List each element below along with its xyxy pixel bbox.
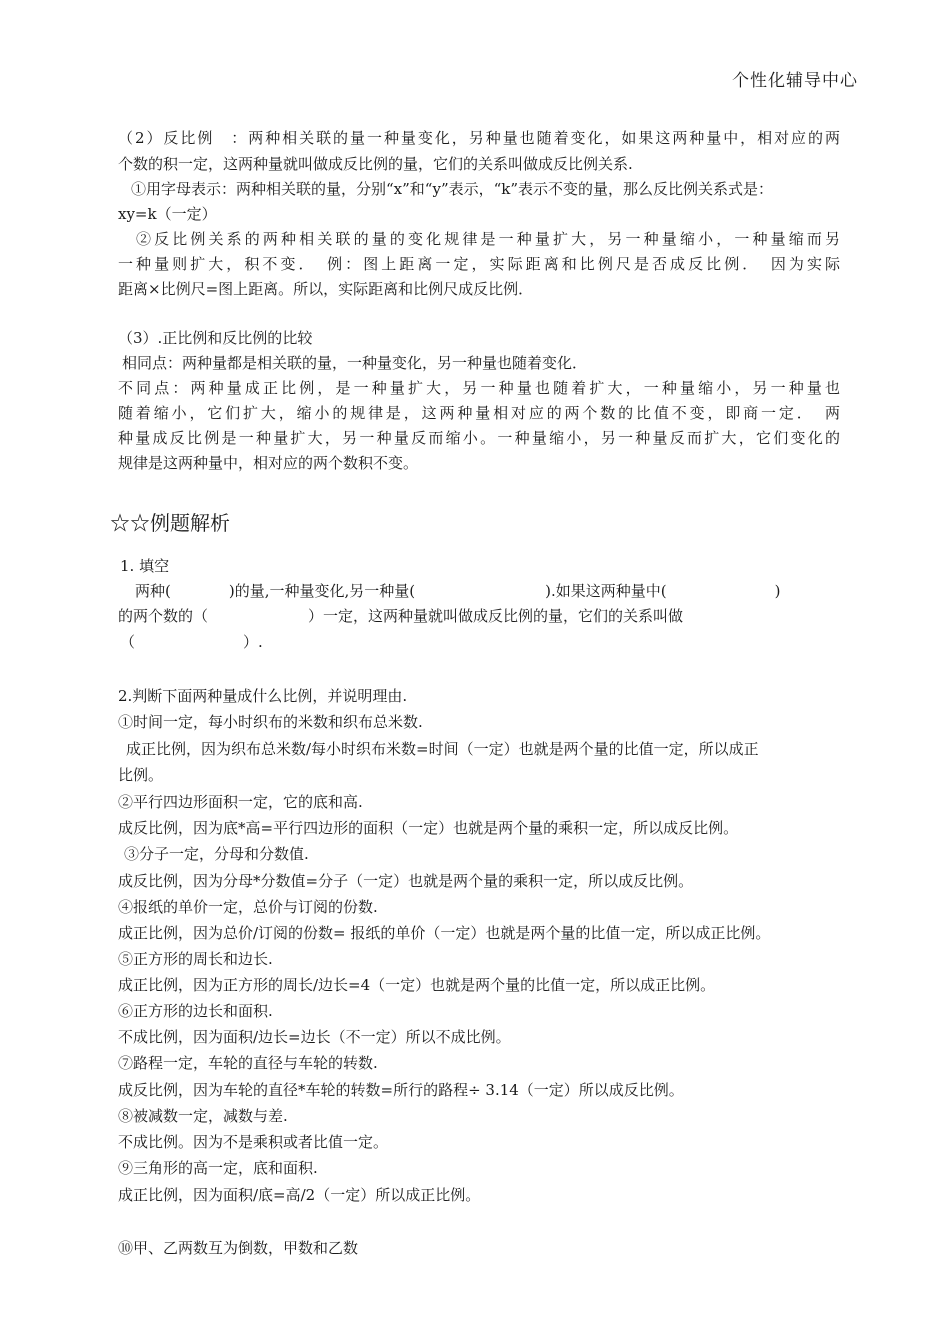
q2-line: ③分子一定，分母和分数值. — [124, 845, 309, 863]
section3-diff-line2: 随着缩小，它们扩大，缩小的规律是，这两种量相对应的两个数的比值不变，即商一定． 两 — [118, 404, 840, 422]
q1-line2-part-b: ）一定，这两种量就叫做成反比例的量，它们的关系叫做 — [308, 607, 684, 625]
section2-line6: 一种量则扩大，积不变． 例：图上距离一定，实际距离和比例尺是否成反比例． 因为实际 — [118, 255, 840, 273]
section2-line2: 个数的积一定，这两种量就叫做成反比例的量，它们的关系叫做成反比例关系. — [118, 155, 633, 173]
q2-line: 成正比例，因为正方形的周长/边长=4（一定）也就是两个量的比值一定，所以成正比例。 — [118, 976, 716, 994]
section2-line3: ①用字母表示：两种相关联的量，分别“x”和“y”表示，“k”表示不变的量，那么反比例关系式是： — [131, 180, 774, 198]
q2-line: ⑦路程一定，车轮的直径与车轮的转数. — [118, 1054, 378, 1072]
page-header-title: 个性化辅导中心 — [732, 71, 858, 91]
q1-line2-part-a: 的两个数的（ — [118, 607, 209, 625]
q1-line1-part-c: ).如果这两种量中( — [545, 582, 667, 600]
q2-line: 成正比例，因为面积/底=高/2（一定）所以成正比例。 — [118, 1186, 481, 1204]
section3-diff-line4: 规律是这两种量中，相对应的两个数积不变。 — [118, 454, 419, 472]
section3-diff-line1: 不同点：两种量成正比例，是一种量扩大，另一种量也随着扩大，一种量缩小，另一种量也 — [118, 379, 840, 397]
q2-last-item: ⑩甲、乙两数互为倒数，甲数和乙数 — [118, 1239, 359, 1257]
q1-line1-part-d: ) — [774, 582, 781, 600]
q1-line3 — [120, 631, 263, 653]
section2-line4: xy=k（一定） — [118, 205, 217, 223]
q1-line1 — [135, 580, 780, 602]
q2-line: 成正比例，因为织布总米数/每小时织布米数=时间（一定）也就是两个量的比值一定，所以成正 — [126, 740, 759, 758]
q2-line: ⑨三角形的高一定，底和面积. — [118, 1159, 318, 1177]
q2-line: ⑤正方形的周长和边长. — [118, 950, 273, 968]
q2-line: ②平行四边形面积一定，它的底和高. — [118, 793, 363, 811]
section2-line5: ②反比例关系的两种相关联的量的变化规律是一种量扩大，另一种量缩小，一种量缩而另 — [136, 230, 840, 248]
q2-line: ④报纸的单价一定，总价与订阅的份数. — [118, 898, 378, 916]
q1-line2 — [118, 605, 683, 627]
examples-heading: ☆☆例题解析 — [110, 511, 230, 535]
q1-line3-part-a: （ — [120, 633, 136, 651]
section2-line7: 距离×比例尺=图上距离。所以，实际距离和比例尺成反比例． — [118, 280, 534, 298]
q2-title: 2.判断下面两种量成什么比例，并说明理由. — [118, 687, 408, 705]
q2-line: 成反比例，因为车轮的直径*车轮的转数=所行的路程÷ 3.14（一定）所以成反比例。 — [118, 1081, 684, 1099]
q1-line3-part-b: ）. — [243, 633, 263, 651]
q2-line: 不成比例。因为不是乘积或者比值一定。 — [118, 1133, 389, 1151]
section3-same: 相同点：两种量都是相关联的量，一种量变化，另一种量也随着变化． — [122, 354, 588, 372]
q2-line: ⑧被减数一定，减数与差. — [118, 1107, 288, 1125]
q2-line: 不成比例，因为面积/边长=边长（不一定）所以不成比例。 — [118, 1028, 511, 1046]
section3-diff-line3: 种量成反比例是一种量扩大，另一种量反而缩小。一种量缩小，另一种量反而扩大，它们变化的 — [118, 429, 840, 447]
q2-line: 成反比例，因为底*高=平行四边形的面积（一定）也就是两个量的乘积一定，所以成反比例。 — [118, 819, 739, 837]
q1-line1-part-b: )的量,一种量变化,另一种量( — [228, 582, 416, 600]
q2-line: ①时间一定，每小时织布的米数和织布总米数. — [118, 713, 423, 731]
q2-line: 成正比例，因为总价/订阅的份数= 报纸的单价（一定）也就是两个量的比值一定，所以成正比例。 — [118, 924, 771, 942]
section2-line1: （2）反比例 ：两种相关联的量一种量变化，另种量也随着变化，如果这两种量中，相对应的两 — [118, 129, 840, 147]
section3-title: （3）.正比例和反比例的比较 — [118, 329, 313, 347]
q2-line: 比例。 — [118, 766, 164, 784]
q1-line1-part-a: 两种( — [135, 582, 171, 600]
q2-line: 成反比例，因为分母*分数值=分子（一定）也就是两个量的乘积一定，所以成反比例。 — [118, 872, 694, 890]
q1-title: 1. 填空 — [120, 557, 170, 575]
q2-line: ⑥正方形的边长和面积. — [118, 1002, 273, 1020]
